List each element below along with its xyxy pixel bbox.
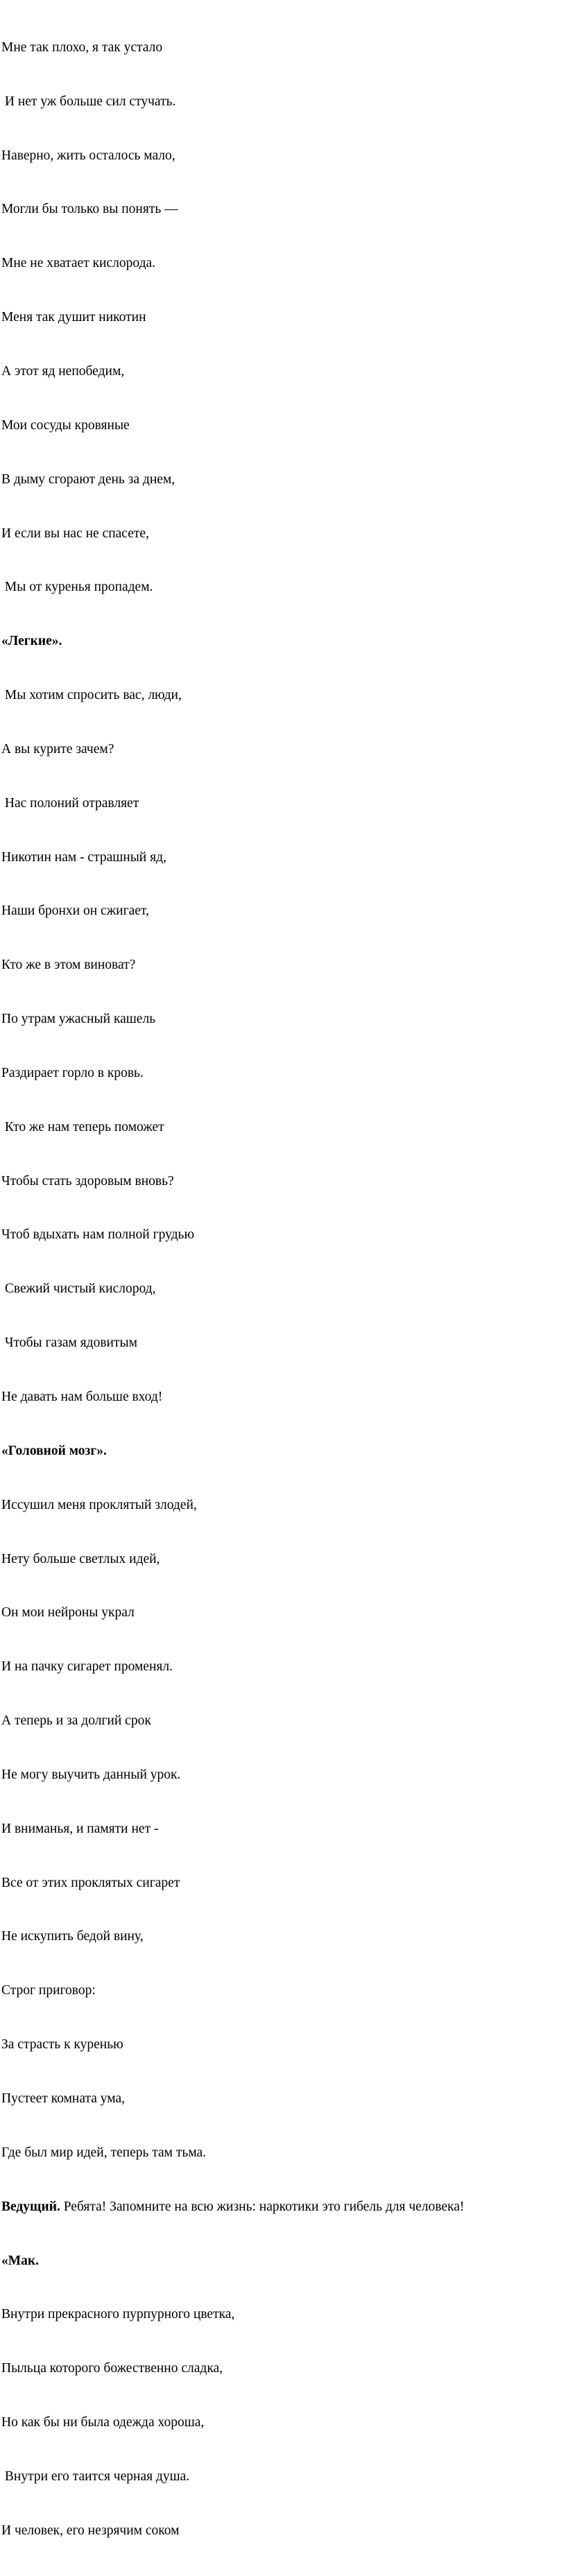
- text-line: Нету больше светлых идей,: [1, 1551, 160, 1566]
- text-line: А этот яд непобедим,: [1, 363, 125, 379]
- text-line: Свежий чистый кислород,: [1, 1281, 156, 1297]
- text-line: И нет уж больше сил стучать.: [1, 94, 176, 109]
- text-line: В дыму сгорают день за днем,: [1, 472, 175, 487]
- text-line: Иссушил меня проклятый злодей,: [1, 1497, 197, 1512]
- text-line: А теперь и за долгий срок: [1, 1713, 151, 1729]
- text-line: Внутри его таится черная душа.: [1, 2469, 190, 2484]
- text-line: А вы курите зачем?: [1, 741, 114, 757]
- text-line: Мне так плохо, я так устало: [1, 40, 163, 55]
- text-line: Наши бронхи он сжигает,: [1, 904, 149, 919]
- text-line: Наверно, жить осталось мало,: [1, 148, 175, 163]
- text-line: Нас полоний отравляет: [1, 795, 139, 811]
- text-line: И на пачку сигарет променял.: [1, 1659, 173, 1675]
- text-line: Мои сосуды кровяные: [1, 417, 130, 433]
- text-line: Мне не хватает кислорода.: [1, 256, 156, 271]
- text-line: Внутри прекрасного пурпурного цветка,: [1, 2307, 235, 2322]
- poem-text: [1, 3, 565, 2576]
- text-line: Мы хотим спросить вас, люди,: [1, 688, 182, 703]
- text-line: Никотин нам - страшный яд,: [1, 849, 166, 865]
- section-heading-brain: «Головной мозг».: [1, 1443, 107, 1458]
- text-line: Чтоб вдыхать нам полной грудью: [1, 1227, 195, 1243]
- text-line: Меня так душит никотин: [1, 310, 146, 325]
- text-line: Не могу выучить данный урок.: [1, 1767, 181, 1782]
- text-line: Могли бы только вы понять —: [1, 202, 178, 217]
- text-line: Не давать нам больше вход!: [1, 1390, 163, 1404]
- text-line: Пыльца которого божественно сладка,: [1, 2361, 223, 2376]
- text-line: По утрам ужасный кашель: [1, 1012, 156, 1027]
- text-line: Раздирает горло в кровь.: [1, 1065, 144, 1080]
- text-line: Кто же в этом виноват?: [1, 958, 136, 973]
- text-line: За страсть к куренью: [1, 2037, 123, 2052]
- text-line: Чтобы газам ядовитым: [1, 1335, 137, 1351]
- text-line: Он мои нейроны украл: [1, 1605, 135, 1620]
- text-line: Строг приговор:: [1, 1983, 96, 1998]
- text-line: Чтобы стать здоровым вновь?: [1, 1173, 174, 1188]
- section-heading-poppy: «Мак.: [1, 2253, 40, 2268]
- speaker-label: Ведущий.: [1, 2199, 60, 2214]
- remark-text: Ребята! Запомните на всю жизнь: наркотики это гибель для человека!: [60, 2199, 465, 2214]
- text-line: Мы от куренья пропадем.: [1, 580, 153, 595]
- text-line: И вниманья, и памяти нет -: [1, 1821, 159, 1836]
- text-line: Где был мир идей, теперь там тьма.: [1, 2145, 207, 2160]
- text-line: Не искупить бедой вину,: [1, 1929, 144, 1944]
- text-line: И человек, его незрячим соком: [1, 2523, 180, 2538]
- host-remark: [1, 2198, 565, 2216]
- text-line: И если вы нас не спасете,: [1, 526, 149, 541]
- text-line: Кто же нам теперь поможет: [1, 1119, 164, 1134]
- section-heading-lungs: «Легкие».: [1, 634, 62, 649]
- text-line: Пустеет комната ума,: [1, 2091, 126, 2106]
- text-line: Но как бы ни была одежда хороша,: [1, 2415, 205, 2430]
- text-line: Все от этих проклятых сигарет: [1, 1875, 180, 1890]
